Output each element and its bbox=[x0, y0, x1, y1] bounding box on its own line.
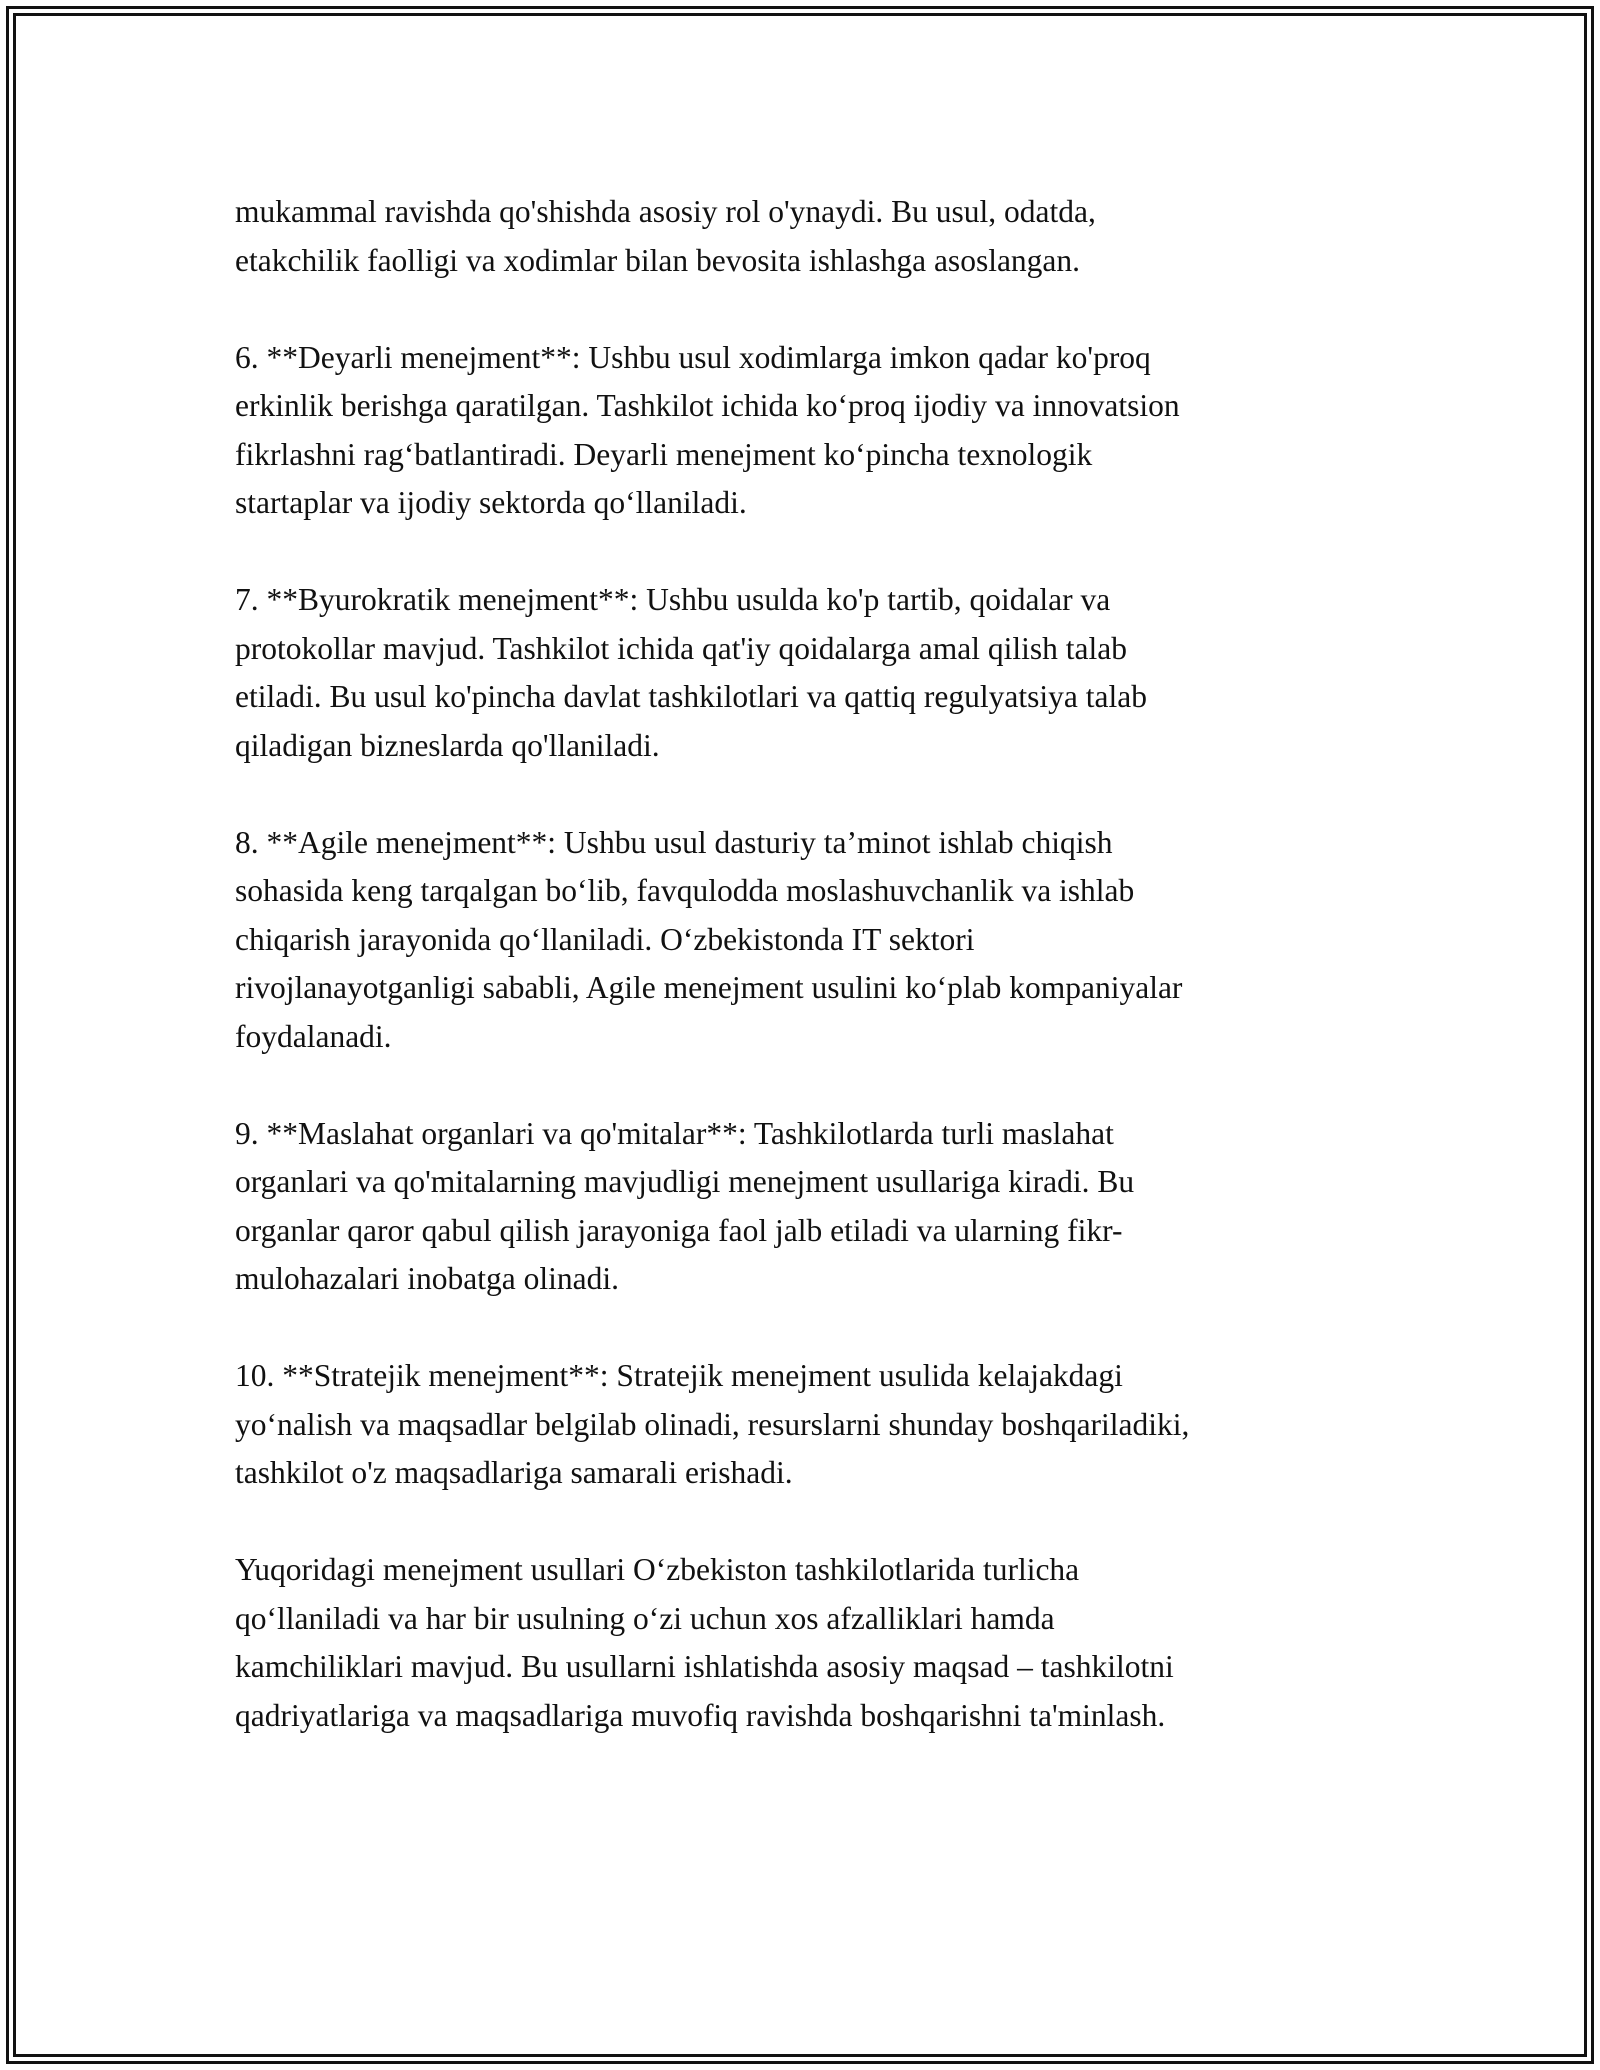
document-body bbox=[235, 188, 1365, 1789]
paragraph-item-7 bbox=[235, 576, 1365, 770]
text-line: etakchilik faolligi va xodimlar bilan bevosita ishlashga asoslangan. bbox=[235, 242, 1081, 278]
text-line: organlari va qo'mitalarning mavjudligi menejment usullariga kiradi. Bu bbox=[235, 1164, 1135, 1199]
paragraph-continuation bbox=[235, 188, 1365, 285]
text-line: 6. **Deyarli menejment**: Ushbu usul xodimlarga imkon qadar ko'proq bbox=[235, 339, 1151, 375]
text-line: organlar qaror qabul qilish jarayoniga faol jalb etiladi va ularning fikr- bbox=[235, 1212, 1123, 1248]
text-line: mukammal ravishda qo'shishda asosiy rol o'ynaydi. Bu usul, odatda, bbox=[235, 194, 1096, 229]
text-line: 7. **Byurokratik menejment**: Ushbu usulda ko'p tartib, qoidalar va bbox=[235, 582, 1111, 617]
text-line: foydalanadi. bbox=[235, 1018, 392, 1054]
text-line: startaplar va ijodiy sektorda qo‘llaniladi. bbox=[235, 485, 747, 520]
paragraph-item-9 bbox=[235, 1110, 1365, 1304]
text-line: chiqarish jarayonida qo‘llaniladi. O‘zbekistonda IT sektori bbox=[235, 921, 975, 957]
paragraph-item-6 bbox=[235, 334, 1365, 528]
paragraph-conclusion bbox=[235, 1546, 1365, 1740]
text-line: rivojlanayotganligi sababli, Agile menejment usulini ko‘plab kompaniyalar bbox=[235, 970, 1183, 1005]
paragraph-item-10 bbox=[235, 1352, 1365, 1498]
text-line: tashkilot o'z maqsadlariga samarali erishadi. bbox=[235, 1455, 793, 1490]
text-line: sohasida keng tarqalgan bo‘lib, favqulodda moslashuvchanlik va ishlab bbox=[235, 873, 1135, 908]
text-line: kamchiliklari mavjud. Bu usullarni ishlatishda asosiy maqsad – tashkilotni bbox=[235, 1649, 1174, 1684]
text-line: 9. **Maslahat organlari va qo'mitalar**: Tashkilotlarda turli maslahat bbox=[235, 1115, 1114, 1151]
text-line: Yuqoridagi menejment usullari O‘zbekiston tashkilotlarida turlicha bbox=[235, 1552, 1080, 1587]
text-line: fikrlashni rag‘batlantiradi. Deyarli menejment ko‘pincha texnologik bbox=[235, 436, 1093, 472]
text-line: 8. **Agile menejment**: Ushbu usul dasturiy ta’minot ishlab chiqish bbox=[235, 824, 1113, 860]
paragraph-item-8 bbox=[235, 819, 1365, 1062]
text-line: 10. **Stratejik menejment**: Stratejik menejment usulida kelajakdagi bbox=[235, 1358, 1123, 1393]
text-line: yo‘nalish va maqsadlar belgilab olinadi, resurslarni shunday boshqariladiki, bbox=[235, 1406, 1190, 1442]
text-line: etiladi. Bu usul ko'pincha davlat tashkilotlari va qattiq regulyatsiya talab bbox=[235, 679, 1147, 714]
text-line: qadriyatlariga va maqsadlariga muvofiq ravishda boshqarishni ta'minlash. bbox=[235, 1697, 1166, 1733]
text-line: qo‘llaniladi va har bir usulning o‘zi uchun xos afzalliklari hamda bbox=[235, 1600, 1055, 1636]
text-line: protokollar mavjud. Tashkilot ichida qat'iy qoidalarga amal qilish talab bbox=[235, 630, 1127, 666]
text-line: qiladigan bizneslarda qo'llaniladi. bbox=[235, 727, 660, 763]
text-line: erkinlik berishga qaratilgan. Tashkilot ichida ko‘proq ijodiy va innovatsion bbox=[235, 388, 1180, 423]
text-line: mulohazalari inobatga olinadi. bbox=[235, 1261, 619, 1296]
